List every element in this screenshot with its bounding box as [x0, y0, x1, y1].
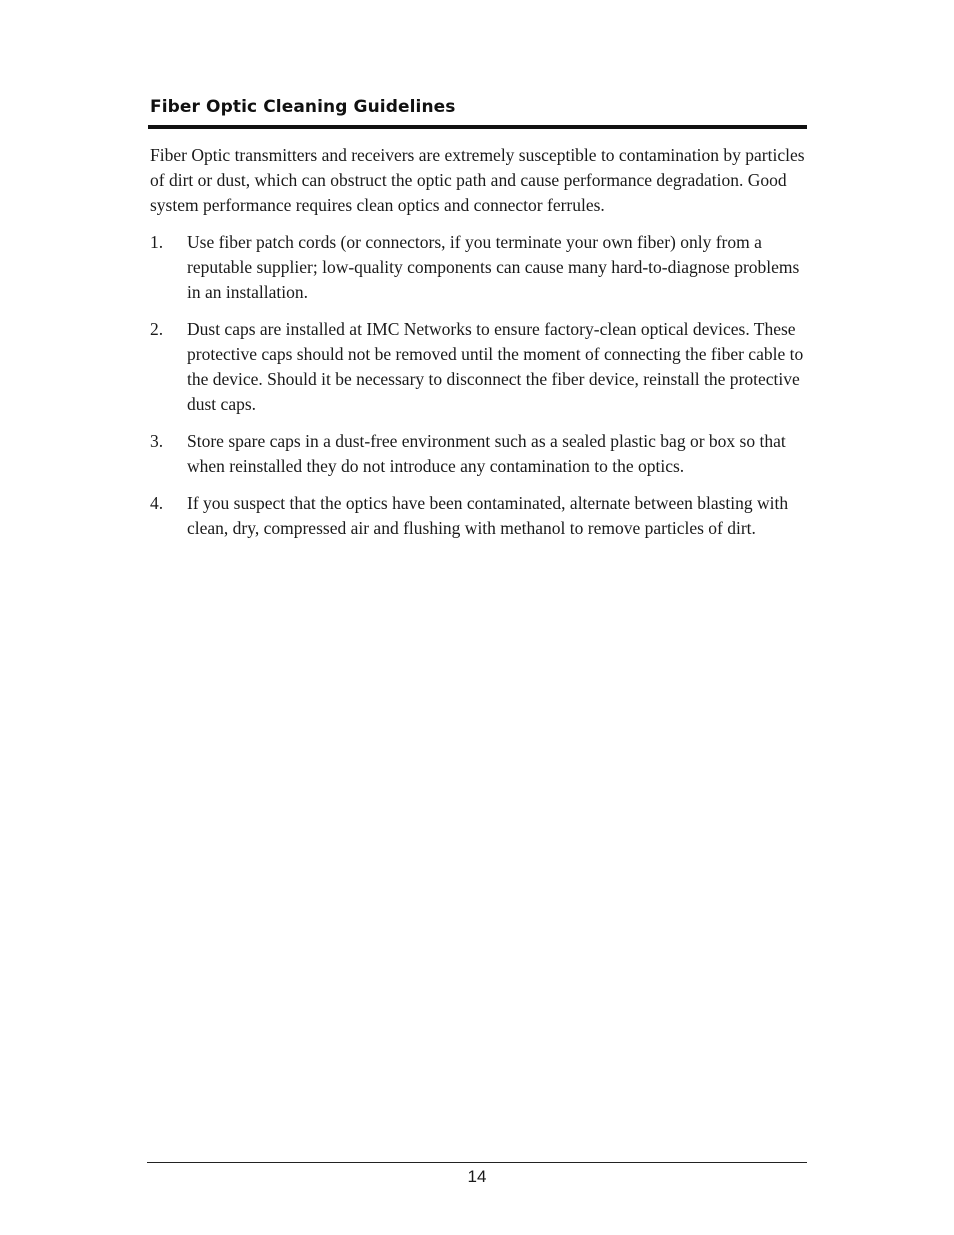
list-item-text: Dust caps are installed at IMC Networks to ensure factory-clean optical devices. These protective caps should not be removed until the moment of connecting the fiber cable to the device. Should it be necessary to disconnect the fiber device, reinstall the protective dust caps.	[187, 319, 804, 414]
list-item-number: 2.	[150, 319, 164, 339]
title-rule	[148, 125, 807, 129]
list-item-text: If you suspect that the optics have been contaminated, alternate between blasting with clean, dry, compressed air and flushing with methanol to remove particles of dirt.	[187, 493, 789, 538]
footer-rule	[147, 1162, 807, 1163]
list-item-text: Use fiber patch cords (or connectors, if you terminate your own fiber) only from a reputable supplier; low-quality components can cause many hard-to-diagnose problems in an installation.	[187, 232, 800, 302]
list-item	[150, 491, 810, 541]
list-item-number: 1.	[150, 232, 164, 252]
intro-paragraph: Fiber Optic transmitters and receivers are extremely susceptible to contamination by particles of dirt or dust, which can obstruct the optic path and cause performance degradation. Good system performance requires clean optics and connector ferrules.	[150, 145, 805, 215]
list-item-number: 4.	[150, 493, 164, 513]
list-item	[150, 230, 810, 305]
page-number: 14	[467, 1167, 487, 1186]
list-item	[150, 429, 810, 479]
section-title: Fiber Optic Cleaning Guidelines	[150, 97, 456, 117]
list-item-text: Store spare caps in a dust-free environment such as a sealed plastic bag or box so that when reinstalled they do not introduce any contamination to the optics.	[187, 431, 786, 476]
list-item-number: 3.	[150, 431, 164, 451]
list-item	[150, 317, 810, 417]
section-body	[150, 143, 810, 553]
guidelines-list	[150, 230, 810, 541]
